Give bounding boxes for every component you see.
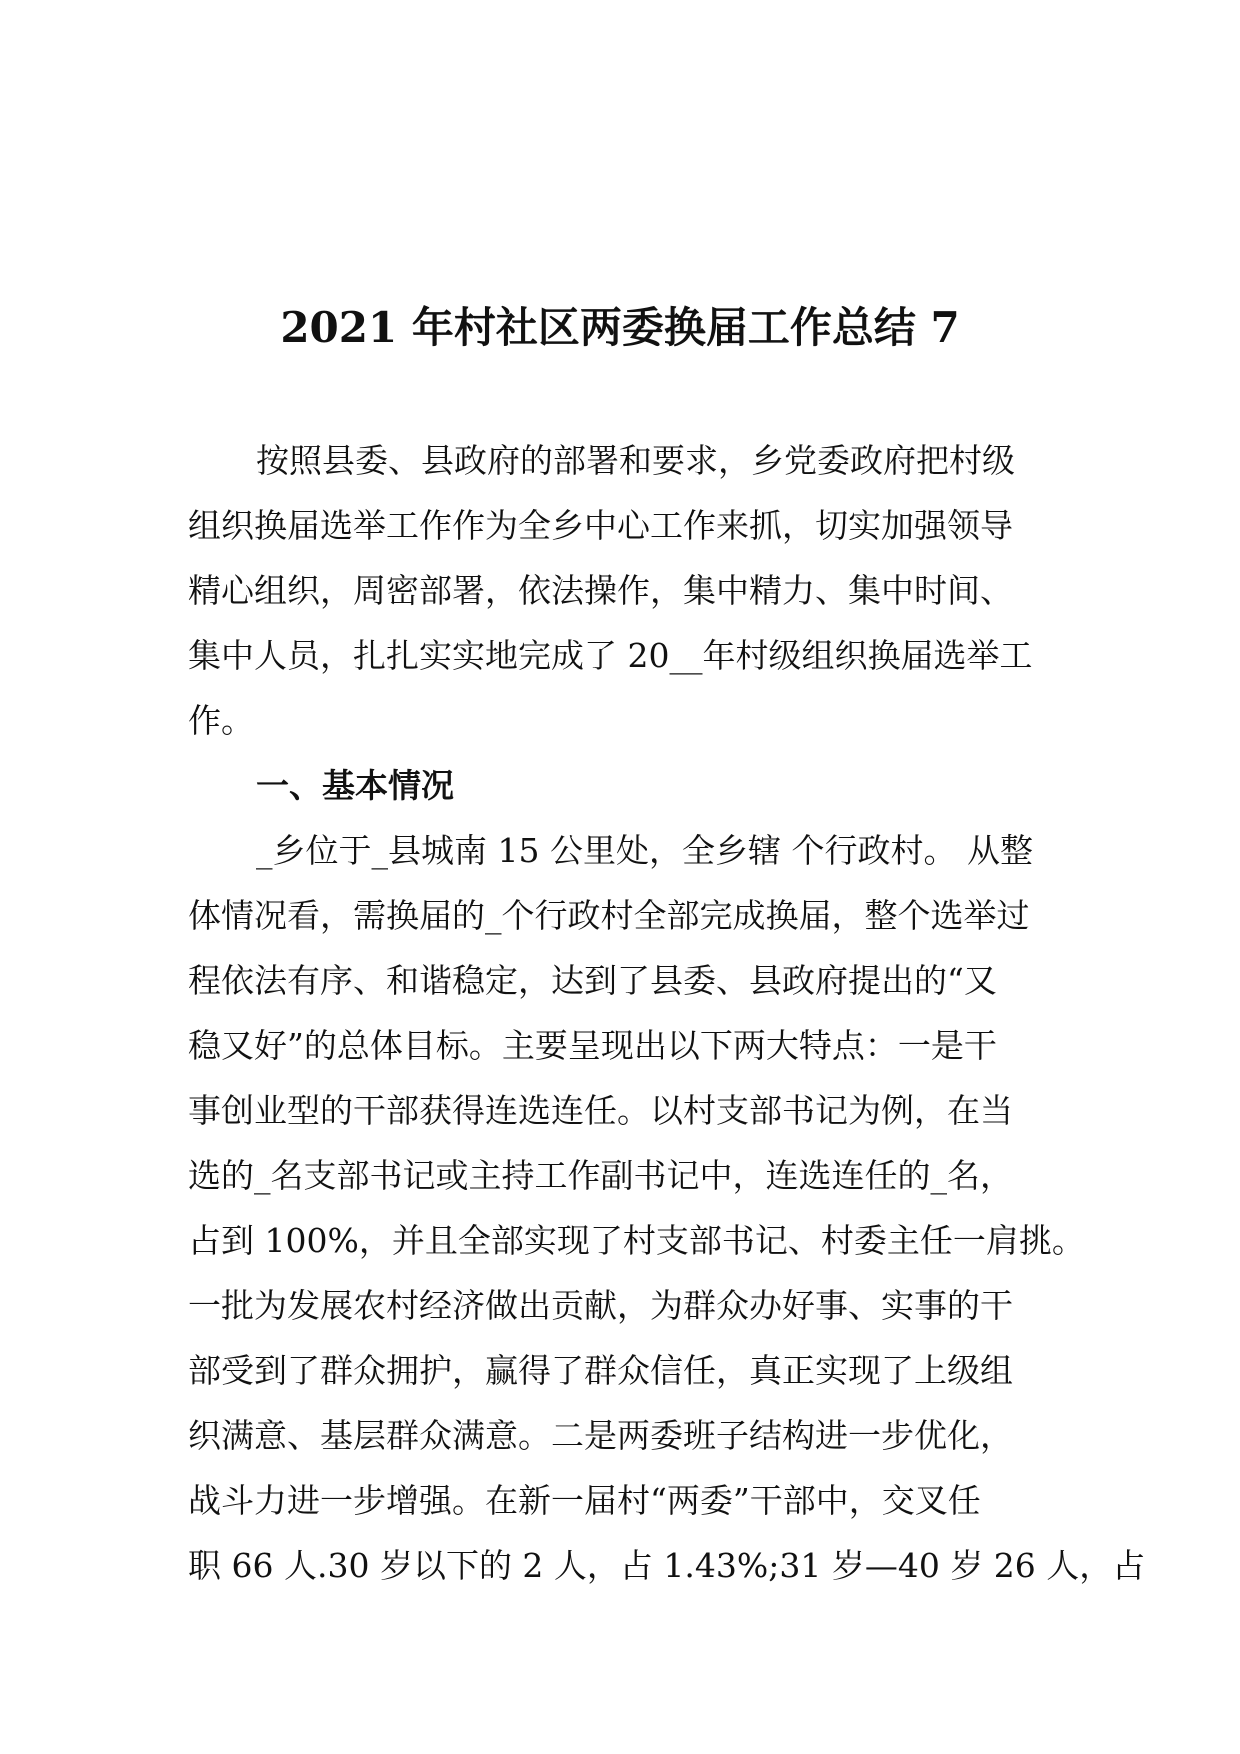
paragraph-2-line: 事创业型的干部获得连选连任。以村支部书记为例，在当 bbox=[188, 1091, 1013, 1130]
paragraph-2-line: 职 66 人.30 岁以下的 2 人，占 1.43%;31 岁—40 岁 26 人，占 bbox=[188, 1546, 1146, 1585]
paragraph-2-line: 稳又好”的总体目标。主要呈现出以下两大特点：一是干 bbox=[188, 1026, 997, 1065]
paragraph-2-line: 织满意、基层群众满意。二是两委班子结构进一步优化， bbox=[188, 1416, 1013, 1455]
section-heading-basic-situation: 一、基本情况 bbox=[256, 766, 454, 805]
paragraph-2-line: 程依法有序、和谐稳定，达到了县委、县政府提出的“又 bbox=[188, 961, 997, 1000]
paragraph-2-line: 一批为发展农村经济做出贡献，为群众办好事、实事的干 bbox=[188, 1286, 1013, 1325]
paragraph-2-line: 选的_名支部书记或主持工作副书记中，连选连任的_名， bbox=[188, 1156, 1013, 1195]
paragraph-2-line: _乡位于_县城南 15 公里处，全乡辖 个行政村。 从整 bbox=[256, 831, 1033, 870]
paragraph-2-line: 战斗力进一步增强。在新一届村“两委”干部中，交叉任 bbox=[188, 1481, 981, 1520]
paragraph-2-line: 体情况看，需换届的_个行政村全部完成换届，整个选举过 bbox=[188, 896, 1030, 935]
paragraph-1-line: 集中人员，扎扎实实地完成了 20__年村级组织换届选举工 bbox=[188, 636, 1033, 675]
document-title: 2021 年村社区两委换届工作总结 7 bbox=[280, 303, 960, 352]
paragraph-1-line: 按照县委、县政府的部署和要求，乡党委政府把村级 bbox=[256, 441, 1015, 480]
paragraph-1-line: 作。 bbox=[188, 701, 254, 740]
paragraph-2-line: 部受到了群众拥护，赢得了群众信任，真正实现了上级组 bbox=[188, 1351, 1013, 1390]
paragraph-1-line: 组织换届选举工作作为全乡中心工作来抓，切实加强领导 bbox=[188, 506, 1013, 545]
paragraph-2-line: 占到 100%，并且全部实现了村支部书记、村委主任一肩挑。 bbox=[188, 1221, 1085, 1260]
paragraph-1-line: 精心组织，周密部署，依法操作，集中精力、集中时间、 bbox=[188, 571, 1013, 610]
document-body bbox=[188, 428, 1146, 1598]
